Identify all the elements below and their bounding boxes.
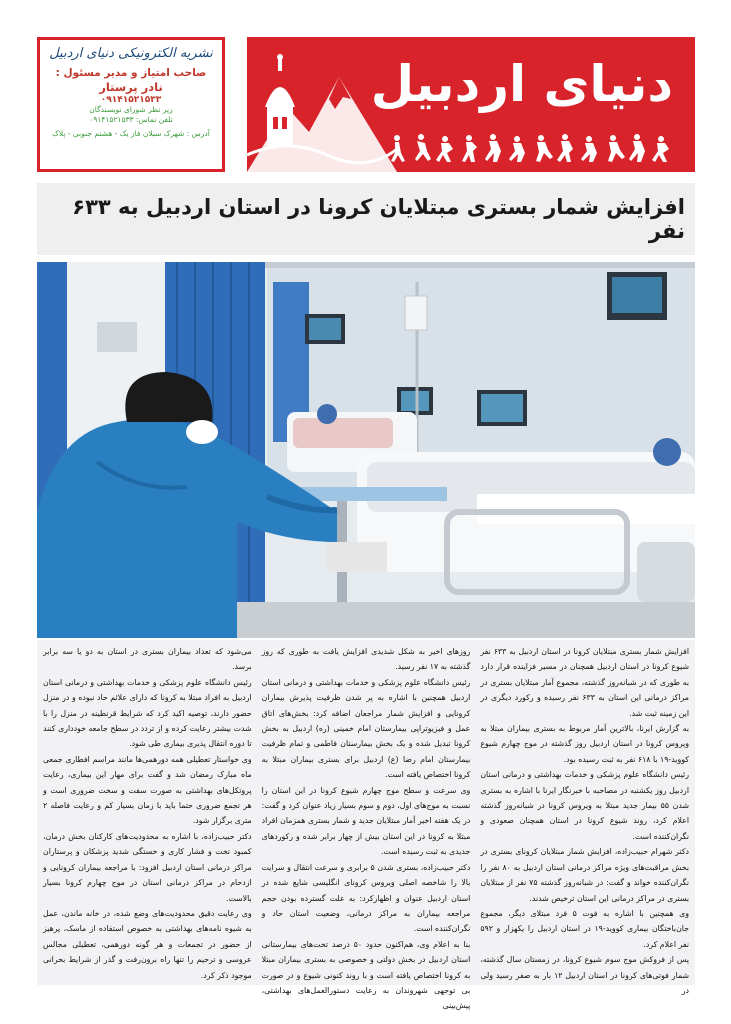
- address: آدرس : شهرک سبلان فاز یک - هشتم جنوبی - پلاک: [52, 129, 210, 138]
- paragraph: وی سرعت و سطح موج چهارم شیوع کرونا در این استان را نسبت به موج‌های اول، دوم و سوم بسیار زیاد عنوان کرد و گفت: در یک هفته اخیر آمار مبتلایان جدید و شمار بستری همزمان افراد مبتلا به کرونا در این استان بیش از چهار برابر شده و رکوردهای جدیدی به ثبت رسیده است.: [261, 785, 471, 857]
- owner-name: نادر پرستار: [99, 80, 163, 94]
- masthead-info-box: [37, 37, 225, 172]
- publication-name: نشریه الکترونیکی دنیای اردبیل: [49, 46, 213, 61]
- article-headline: افزایش شمار بستری مبتلایان کرونا در استان اردبیل به ۶۳۳ نفر: [72, 195, 685, 243]
- logo-title: دنیای اردبیل: [370, 55, 673, 113]
- paragraph: پس از فروکش موج سوم شیوع کرونا، در زمستان سال گذشته، شمار فوتی‌های کرونا در استان اردبیل ۱۲ بار به صفر رسید ولی در: [480, 955, 689, 995]
- paragraph: وی خواستار تعطیلی همه دورهمی‌ها مانند مراسم افطاری جمعی ماه مبارک رمضان شد و گفت برای مهار این بیماری، رعایت پروتکل‌های بهداشتی به صورت سفت و سخت ضروری است و هر تجمع ضروری حتما باید با زمان بسیار کم و رعایت فاصله ۲ متری برگزار شود.: [42, 754, 252, 826]
- writers-council: زیر نظر شورای نویسندگان: [89, 105, 173, 114]
- paragraph: وی همچنین با اشاره به فوت ۵ فرد مبتلای دیگر، مجموع جان‌باختگان بیماری کووید-۱۹ در استان اردبیل را یکهزار و ۵۹۲ نفر اعلام کرد.: [480, 908, 690, 949]
- article-column-1: [480, 644, 690, 995]
- paragraph: رئیس دانشگاه علوم پزشکی و خدمات بهداشتی و درمانی استان اردبیل همچنین با اشاره به پر شدن ظرفیت پذیرش بیماران کرونایی و افزایش شمار مراجعان اضافه کرد: بخش‌های اتاق عمل و فیزیوتراپی بیمارستان امام خمینی (ره) اردبیل به بخش کرونا تبدیل شده و یک بخش بیمارستان فاطمی و تمام ظرفیت بیمارستان امام رضا (ع) اردبیل برای بستری بیماران مبتلا به کرونا اختصاص یافته است.: [261, 677, 471, 780]
- paragraph: روزهای اخیر به شکل شدیدی افزایش یافت به طوری که روز گذشته به ۱۷ نفر رسید.: [261, 647, 471, 672]
- paragraph: وی رعایت دقیق محدودیت‌های وضع شده، در خانه ماندن، عمل به شیوه نامه‌های بهداشتی به خصوص استفاده از ماسک، پرهیز از حضور در تجمعات و هر گونه دورهمی، تعطیلی مجالس عروسی و ترحیم را تنها راه برون‌رفت و گذر از شرایط بحرانی موجود ذکر کرد.: [42, 908, 252, 980]
- hospital-ward-photo: [37, 262, 695, 638]
- paragraph: رئیس دانشگاه علوم پزشکی و خدمات بهداشتی و درمانی استان اردبیل روز یکشنبه در مصاحبه با خبرنگار ایرنا با اشاره به بستری شدن ۵۵ بیمار جدید مبتلا به ویروس کرونا در شبانه‌روز گذشته اعلام کرد، روند شیوع کرونا در استان همچنان صعودی و نگران‌کننده است.: [480, 770, 689, 841]
- icu-scene-icon: [37, 262, 695, 638]
- paragraph: دکتر حبیب‌زاده، بستری شدن ۵ برابری و سرعت انتقال و سرایت بالا را شاخصه اصلی ویروس کرونای انگلیسی شایع شده در استان اردبیل عنوان و اظهارکرد: به علت گسترده بودن حجم مراجعه بیماران به مراکز درمانی، وضعیت استان حاد و نگران‌کننده است.: [261, 862, 471, 934]
- paragraph: دکتر شهرام حبیب‌زاده، افزایش شمار مبتلایان کرونای بستری در بخش مراقبت‌های ویژه مراکز درمانی استان اردبیل به ۸۰ نفر را نگران‌کننده خواند و گفت: در شبانه‌روز گذشته ۷۵ نفر از مبتلایان بستری در مراکز درمانی این استان ترخیص شدند.: [480, 847, 689, 903]
- masthead-logo: [247, 37, 695, 172]
- owner-phone: ۰۹۱۴۱۵۲۱۵۳۳: [100, 95, 162, 105]
- headline-band: [37, 183, 695, 255]
- article-column-2: [261, 644, 471, 1011]
- contact-phone: تلفن تماس: ۰۹۱۴۱۵۲۱۵۳۳: [89, 115, 173, 124]
- athletes-icon: [387, 131, 687, 167]
- paragraph: افزایش شمار بستری مبتلایان کرونا در استان اردبیل به ۶۳۳ نفر شیوع کرونا در استان اردبیل همچنان در مسیر فزاینده قرار دارد به طوری که در شبانه‌روز گذشته، مجموع آمار مبتلایان بستری در مراکز درمانی این استان به ۶۳۳ نفر رسیده و رکورد دیگری در این زمینه ثبت شد.: [480, 647, 689, 718]
- owner-label: صاحب امتیاز و مدیر مسئول :: [55, 67, 207, 79]
- paragraph: بنا به اعلام وی، هم‌اکنون حدود ۵۰ درصد تخت‌های بیمارستانی استان اردبیل در بخش دولتی و خصوصی به بستری بیماران مبتلا به کرونا اختصاص یافته است و با روند کنونی شیوع و در صورت بی توجهی شهروندان به رعایت دستورالعمل‌های بهداشتی، پیش‌بینی: [261, 939, 471, 1011]
- paragraph: دکتر حبیب‌زاده، با اشاره به محدودیت‌های کارکنان بخش درمان، کمبود تخت و فشار کاری و خستگی شدید پزشکان و پرستاران مراکز درمانی استان اردبیل افزود: با مراجعه بیماران کرونایی و ازدحام در مراکز درمانی استان در موج چهارم کرونا بسیار بالاست.: [42, 831, 252, 903]
- article-columns: [37, 640, 695, 1011]
- article-column-3: [43, 644, 252, 981]
- paragraph: رئیس دانشگاه علوم پزشکی و خدمات بهداشتی و درمانی استان اردبیل به افراد مبتلا به کرونا که دارای علائم حاد نبوده و در منزل حضور دارند، توصیه اکید کرد که شرایط قرنطینه در منزل را با شدت بیشتر رعایت کرده و از تردد در سطح جامعه خودداری کنند تا دوره انتقال پذیری بیماری طی شود.: [42, 677, 252, 749]
- paragraph: به گزارش ایرنا، بالاترین آمار مربوط به بستری بیماران مبتلا به ویروس کرونا در استان اردبیل روز گذشته در موج چهارم شیوع کووید-۱۹ با ۶۱۸ نفر به ثبت رسیده بود.: [480, 724, 689, 764]
- paragraph: می‌شود که تعداد بیماران بستری در استان به دو یا سه برابر برسد.: [42, 647, 252, 672]
